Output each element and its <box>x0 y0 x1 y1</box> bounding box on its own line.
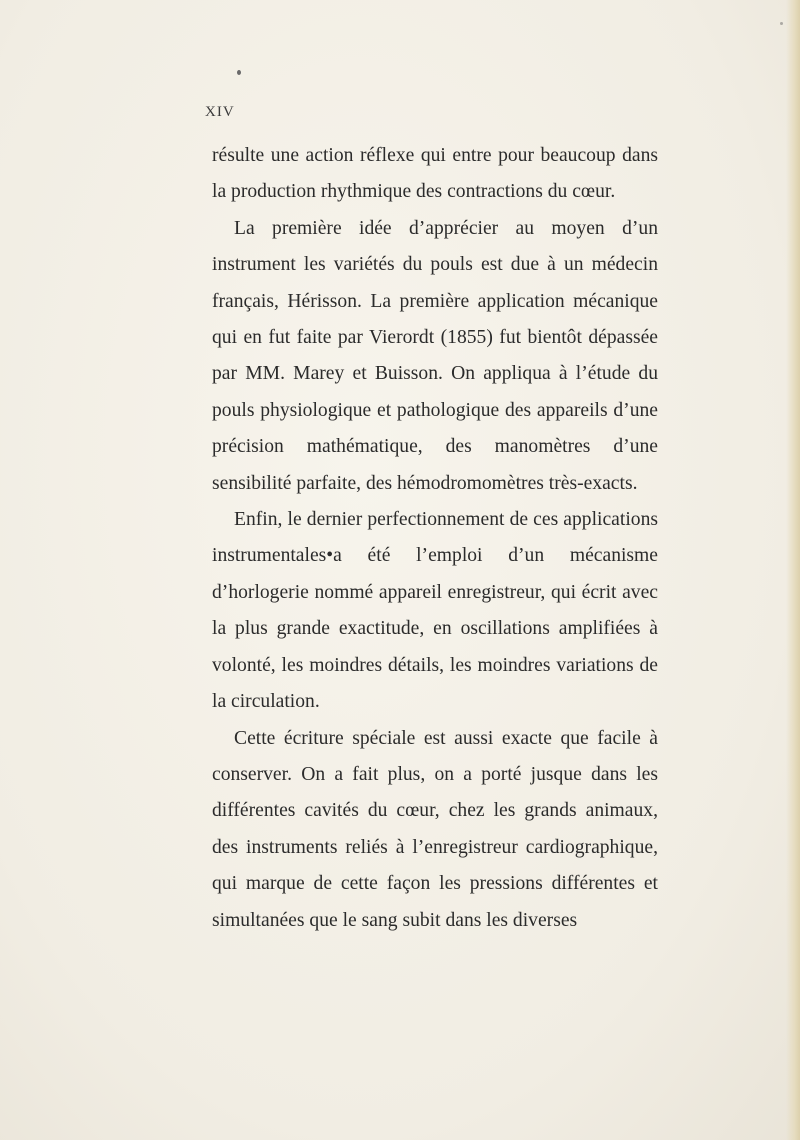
body-text <box>212 138 658 939</box>
ink-speck <box>237 70 241 75</box>
page-number: XIV <box>205 104 235 120</box>
ink-speck <box>780 22 783 25</box>
paragraph-4: Cette écriture spéciale est aussi exacte que facile à conserver. On a fait plus, on a porté jusque dans les différentes cavités du cœur, chez les grands animaux, des instruments reliés à l’enregistreur cardiographique, qui marque de cette façon les pressions différentes et simultanées que le sang subit dans les diverses <box>212 727 658 931</box>
page-edge-shadow <box>786 0 800 1140</box>
paragraph-3: Enfin, le dernier perfectionnement de ces applications instrumentales•a été l’emploi d’un mécanisme d’horlogerie nommé appareil enregistreur, qui écrit avec la plus grande exactitude, en oscillations amplifiées à volonté, les moindres détails, les moindres variations de la circulation. <box>212 509 658 713</box>
paragraph-1: résulte une action réflexe qui entre pour beaucoup dans la production rhythmique des contractions du cœur. <box>212 145 658 203</box>
paragraph-2: La première idée d’apprécier au moyen d’un instrument les variétés du pouls est due à un médecin français, Hérisson. La première application mécanique qui en fut faite par Vierordt (1855) fut bientôt dépassée par MM. Marey et Buisson. On appliqua à l’étude du pouls physiologique et pathologique des appareils d’une précision mathématique, des manomètres d’une sensibilité parfaite, des hémodromomètres très-exacts. <box>212 217 658 494</box>
